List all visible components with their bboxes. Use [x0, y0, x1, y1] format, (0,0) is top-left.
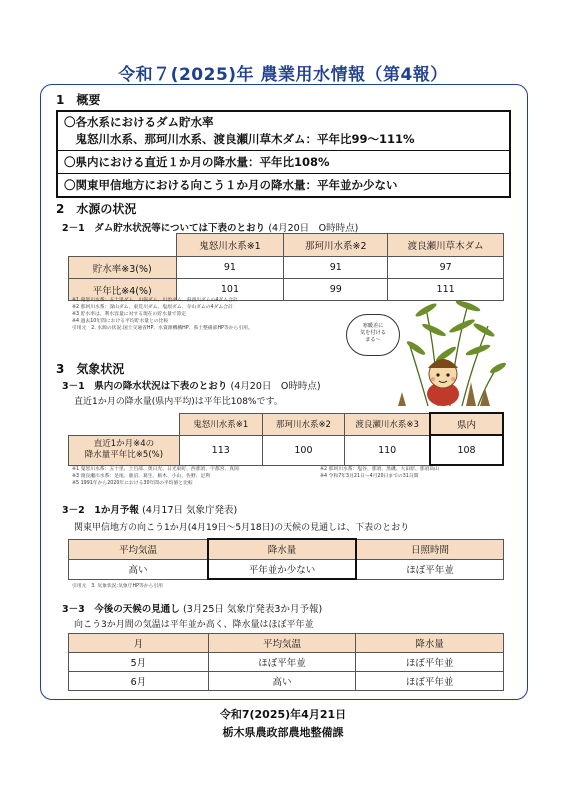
forecast-summary-text: 関東甲信地方の向こう1か月(4月19日～5月18日)の天候の見通しは、下表のとおり [74, 523, 410, 533]
subsection-2-1 [62, 220, 358, 234]
forecast-rain: 平年並か少ない [208, 559, 356, 579]
subsection-3-3-title: 3－3 今後の天候の見通し [62, 604, 180, 615]
subsection-3-1 [62, 378, 321, 392]
subsection-3-3-date: (3月25日 気象庁発表3か月予報) [183, 604, 323, 615]
forecast-table [68, 538, 504, 580]
outlook-month: 5月 [69, 653, 209, 672]
summary-line-dam: 〇各水系におけるダム貯水率 [64, 115, 214, 129]
subsection-3-1-title: 3－1 県内の降水状況は下表のとおり [62, 381, 228, 392]
outlook-temp: ほぼ平年並 [208, 653, 356, 672]
subsection-3-2-date: (4月17日 気象庁発表) [142, 505, 238, 516]
dam-note: ※4 過去10年間における平均貯水量との比較 [72, 319, 169, 324]
rain-col-kinu: 鬼怒川水系※1 [179, 413, 262, 435]
rain-col-naka: 那珂川水系※2 [262, 413, 345, 435]
rain-value-naka: 100 [262, 435, 345, 465]
rain-notes-left [72, 466, 239, 487]
rain-col-prefecture: 県内 [430, 413, 503, 435]
rain-value-kinu: 113 [179, 435, 262, 465]
subsection-3-3 [62, 601, 322, 615]
outlook-col-temp: 平均気温 [208, 634, 356, 653]
rain-notes-right [320, 466, 439, 480]
table-row [69, 672, 504, 691]
outlook-summary-text: 向こう3か月間の気温は平年並か高く、降水量はほぼ平年並 [74, 620, 314, 630]
speech-bubble-text: 寒暖差に 気を付ける まる～ [360, 323, 386, 343]
outlook-rain: ほぼ平年並 [356, 653, 504, 672]
dam-row-rate-label: 貯水率※3(%) [69, 257, 177, 279]
outlook-rain: ほぼ平年並 [356, 672, 504, 691]
rain-row-label: 直近1か月※4の 降水量平年比※5(%) [69, 435, 180, 465]
rain-note: ※4 令和7年3月21日～4月20日までの31日間 [320, 474, 419, 479]
summary-line-outlook: 〇関東甲信地方における向こう１か月の降水量：平年並か少ない [64, 178, 398, 192]
page-title: 令和７(2025)年 農業用水情報（第4報） [118, 65, 448, 85]
subsection-3-2 [62, 502, 237, 516]
dam-table [68, 233, 504, 301]
section2-heading: 2 水源の状況 [56, 202, 137, 216]
dam-note: ※1 鬼怒川水系：五十里ダム、川俣ダム、川治ダム、湯西川ダムの4ダム合計 [72, 298, 238, 303]
footer-organization: 栃木県農政部農地整備課 [222, 726, 344, 739]
forecast-sun: ほぼ平年並 [356, 559, 503, 579]
dam-rate-watarase: 97 [388, 257, 504, 279]
rain-note: ※1 鬼怒川水系：五十里、土呂部、奥日光、日光東町、西那須、宇都宮、真岡 [72, 467, 239, 472]
subsection-2-1-title: 2－1 ダム貯水状況等については下表のとおり [62, 223, 266, 234]
section3-heading: 3 気象状況 [56, 362, 125, 376]
table-row [69, 653, 504, 672]
speech-bubble [346, 314, 400, 356]
subsection-3-2-title: 3－2 1か月予報 [62, 505, 139, 516]
footer-date: 令和7(2025)年4月21日 [219, 708, 347, 721]
dam-col-watarase: 渡良瀬川草木ダム [388, 234, 504, 257]
dam-note: ※3 貯水率は、利水容量に対する現在の貯水量で算定 [72, 312, 187, 317]
outlook-table [68, 633, 504, 691]
subsection-2-1-date: (4月20日 O時時点) [268, 223, 359, 234]
forecast-col-rain: 降水量 [208, 539, 356, 559]
outlook-col-rain: 降水量 [356, 634, 504, 653]
rain-table [68, 412, 504, 466]
rain-summary-text: 直近1か月の降水量(県内平均)は平年比108%です。 [74, 397, 283, 407]
rain-note: ※3 渡良瀬川水系：足尾、鹿沼、葛生、栃木、小山、佐野、足利 [72, 474, 211, 479]
rain-note: ※2 那珂川水系：塩谷、那須、黒磯、大田原、那須烏山 [320, 467, 439, 472]
dam-note: ※2 那珂川水系：深山ダム、東荒川ダム、塩原ダム、寺山ダムの4ダム合計 [72, 305, 233, 310]
forecast-temp: 高い [69, 559, 209, 579]
forecast-col-sun: 日照時間 [356, 539, 503, 559]
summary-line-rain: 〇県内における直近１か月の降水量：平年比108% [64, 155, 330, 169]
dam-ratio-watarase: 111 [388, 279, 504, 301]
rain-note: ※5 1991年から2020年における30年間の平均値と比較 [72, 481, 193, 486]
rain-value-watarase: 110 [345, 435, 430, 465]
rain-value-prefecture: 108 [430, 435, 503, 465]
summary-line-dam-detail: 鬼怒川水系、那珂川水系、渡良瀬川草木ダム：平年比99～111% [64, 132, 415, 146]
rain-col-watarase: 渡良瀬川水系※3 [345, 413, 430, 435]
outlook-month: 6月 [69, 672, 209, 691]
dam-note: 引用元 2. 水源の状況:国土交通省HP、水資源機構HP、県土整備部HP等から引用。 [72, 326, 253, 331]
outlook-temp: 高い [208, 672, 356, 691]
dam-rate-naka: 91 [284, 257, 388, 279]
dam-col-naka: 那珂川水系※2 [284, 234, 388, 257]
dam-ratio-kinu: 101 [176, 279, 284, 301]
forecast-col-temp: 平均気温 [69, 539, 209, 559]
section1-heading: 1 概要 [56, 93, 101, 107]
outlook-col-month: 月 [69, 634, 209, 653]
dam-ratio-naka: 99 [284, 279, 388, 301]
dam-rate-kinu: 91 [176, 257, 284, 279]
forecast-source-note: 引用元 3. 気象状況:気象庁HP等から引用 [72, 584, 163, 589]
dam-col-kinu: 鬼怒川水系※1 [176, 234, 284, 257]
subsection-3-1-date: (4月20日 O時時点) [230, 381, 321, 392]
dam-row-ratio-label: 平年比※4(%) [69, 279, 177, 301]
dam-notes [72, 297, 253, 332]
summary-box [56, 110, 511, 198]
